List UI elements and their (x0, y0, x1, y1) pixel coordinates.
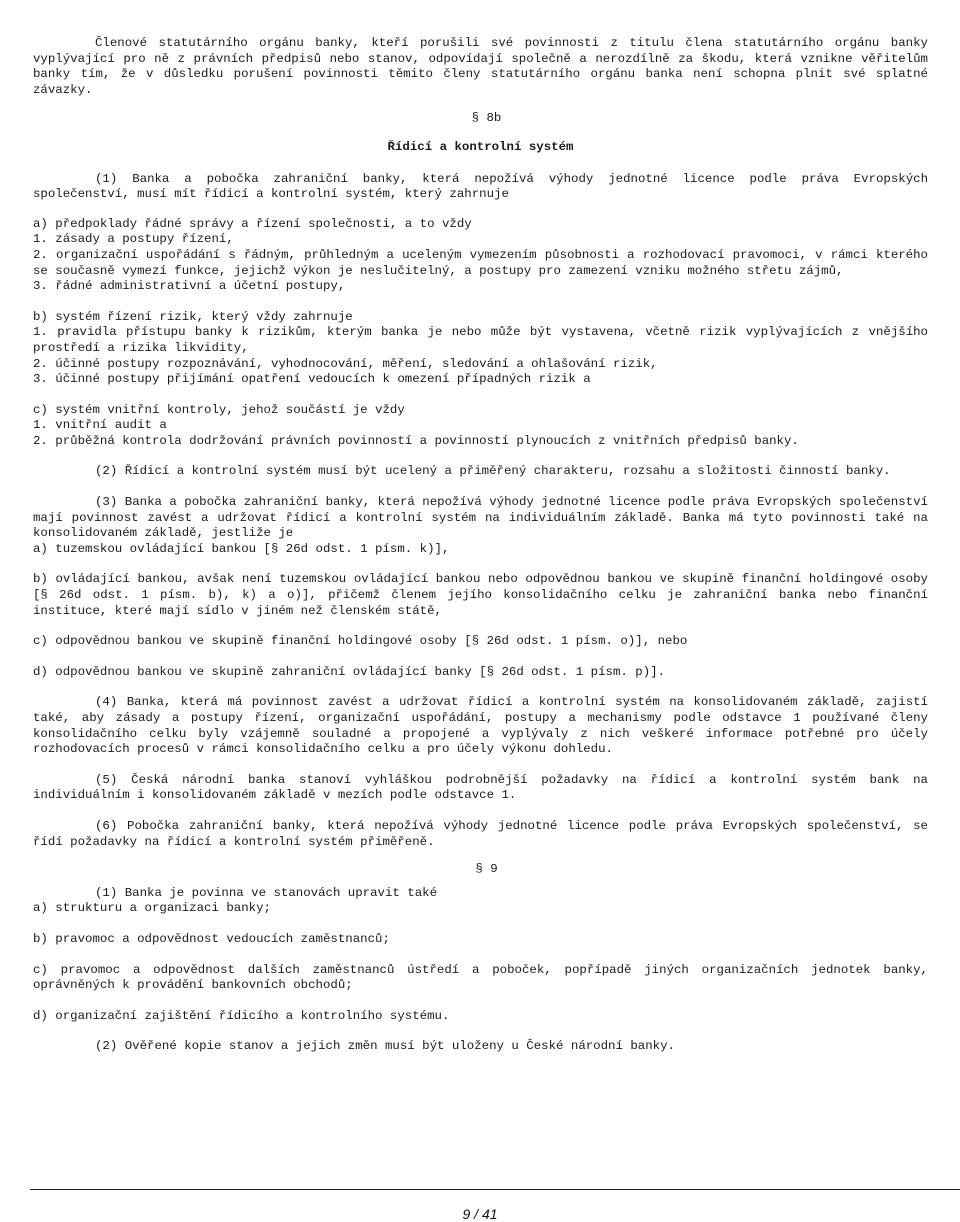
s8b-item-a3: 3. řádné administrativní a účetní postupy, (33, 279, 346, 294)
s9-paragraph-1: (1) Banka je povinna ve stanovách upravit také (95, 885, 438, 900)
s8b-paragraph-5: (5) Česká národní banka stanoví vyhláškou podrobnější požadavky na řídicí a kontrolní systém bank na individuálním i konsolidovaném základě v mezích podle odstavce 1. (33, 772, 928, 803)
s8b-par3-item-d: d) odpovědnou bankou ve skupině zahraniční ovládající banky [§ 26d odst. 1 písm. p)]. (33, 664, 666, 679)
s9-paragraph-2: (2) Ověřené kopie stanov a jejich změn musí být uloženy u České národní banky. (95, 1039, 675, 1054)
s9-item-a: a) strukturu a organizaci banky; (33, 901, 271, 916)
s8b-par3-item-b: b) ovládající bankou, avšak není tuzemskou ovládající bankou nebo odpovědnou bankou ve skupině finanční holdingové osoby [§ 26d odst. 1 písm. b), k) a o)], přičemž členem jejího konsolidačního celku je zahraniční banka nebo finanční instituce, které mají sídlo v jiném než členském státě, (33, 572, 928, 618)
page-number: 9 / 41 (462, 1206, 498, 1222)
s8b-par3-item-a: a) tuzemskou ovládající bankou [§ 26d odst. 1 písm. k)], (33, 541, 450, 556)
s8b-par3-item-c: c) odpovědnou bankou ve skupině finanční holdingové osoby [§ 26d odst. 1 písm. o)], nebo (33, 634, 688, 649)
s8b-paragraph-2: (2) Řídicí a kontrolní systém musí být ucelený a přiměřený charakteru, rozsahu a složitosti činností banky. (95, 464, 891, 479)
footer-divider (30, 1189, 960, 1190)
s8b-item-c: c) systém vnitřní kontroly, jehož součástí je vždy (33, 402, 405, 417)
section-8b-number: § 8b (471, 111, 502, 126)
s8b-item-a1: 1. zásady a postupy řízení, (33, 232, 234, 247)
document-body (33, 36, 928, 1055)
s8b-paragraph-1: (1) Banka a pobočka zahraniční banky, která nepožívá výhody jednotné licence podle práva Evropských společenství, musí mít řídicí a kontrolní systém, který zahrnuje (33, 171, 928, 202)
section-9-number: § 9 (475, 862, 498, 877)
s8b-paragraph-3: (3) Banka a pobočka zahraniční banky, která nepožívá výhody jednotné licence podle práva Evropských společenství mají povinnost zavést a udržovat řídicí a kontrolní systém na individuálním základě. Banka má tyto povinnosti také na konsolidovaném základě, jestliže je (33, 495, 928, 541)
s8b-paragraph-6: (6) Pobočka zahraniční banky, která nepožívá výhody jednotné licence podle práva Evropských společenství, se řídí požadavky na řídicí a kontrolní systém přiměřeně. (33, 818, 928, 849)
s8b-item-b: b) systém řízení rizik, který vždy zahrnuje (33, 309, 353, 324)
s9-item-c: c) pravomoc a odpovědnost dalších zaměstnanců ústředí a poboček, popřípadě jiných organizačních jednotek banky, oprávněných k provádění bankovních obchodů; (33, 962, 928, 993)
s9-item-d: d) organizační zajištění řídicího a kontrolního systému. (33, 1008, 450, 1023)
s9-item-b: b) pravomoc a odpovědnost vedoucích zaměstnanců; (33, 931, 390, 946)
s8b-item-b3: 3. účinné postupy přijímání opatření vedoucích k omezení případných rizik a (33, 372, 591, 387)
s8b-item-a2: 2. organizační uspořádání s řádným, průhledným a uceleným vymezením působnosti a rozhodovací pravomoci, v rámci kterého se současně vymezí funkce, jejichž výkon je neslučitelný, a postupy pro zamezení vzniku možného střetu zájmů, (33, 247, 928, 278)
intro-paragraph: Členové statutárního orgánu banky, kteří porušili své povinnosti z titulu člena statutárního orgánu banky vyplývající pro ně z právních předpisů nebo stanov, odpovídají společně a nerozdílně za škodu, která vznikne věřitelům banky tím, že v důsledku porušení povinnosti těmito členy statutárního orgánu banka není schopna plnit své splatné závazky. (33, 36, 928, 97)
s8b-item-b1: 1. pravidla přístupu banky k rizikům, kterým banka je nebo může být vystavena, včetně rizik vyplývajících z vnějšího prostředí a rizika likvidity, (33, 325, 928, 355)
s8b-item-a: a) předpoklady řádné správy a řízení společnosti, a to vždy (33, 216, 472, 231)
s8b-item-c2: 2. průběžná kontrola dodržování právních povinností a povinností plynoucích z vnitřních předpisů banky. (33, 433, 799, 448)
s8b-paragraph-4: (4) Banka, která má povinnost zavést a udržovat řídicí a kontrolní systém na konsolidovaném základě, zajistí také, aby zásady a postupy řízení, organizační uspořádání, postupy a mechanismy podle odstavce 1 používané členy konsolidačního celku byly vzájemně souladné a propojené a vyplývaly z nich veškeré informace potřebné pro účely rozhodovacích procesů v rámci konsolidačního celku a pro účely výkonu dohledu. (33, 695, 928, 757)
s8b-item-c1: 1. vnitřní audit a (33, 418, 167, 433)
section-8b-title: Řídicí a kontrolní systém (387, 139, 574, 154)
s8b-item-b2: 2. účinné postupy rozpoznávání, vyhodnocování, měření, sledování a ohlašování rizik, (33, 356, 658, 371)
